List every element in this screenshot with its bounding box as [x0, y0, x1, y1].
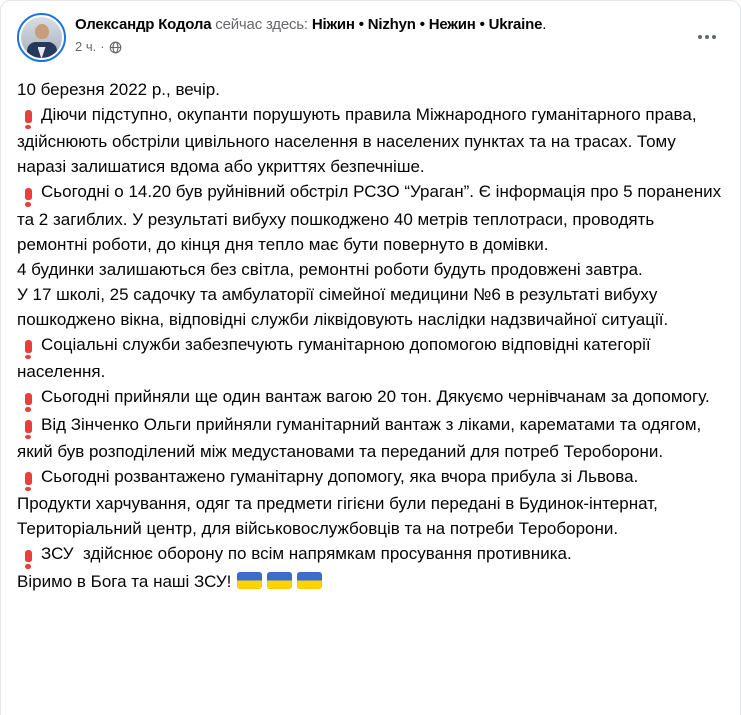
- exclamation-icon: [23, 188, 33, 207]
- paragraph-text: Сьогодні прийняли ще один вантаж вагою 20 тон. Дякуємо чернівчанам за допомогу.: [41, 387, 710, 407]
- paragraph-text: 4 будинки залишаються без світла, ремонтні роботи будуть продовжені завтра.: [17, 259, 643, 279]
- ukraine-flag-icon: [297, 572, 322, 589]
- post-paragraph: [17, 569, 724, 594]
- post-paragraph: [17, 412, 724, 464]
- location-link[interactable]: Ніжин • Nizhyn • Нежин • Ukraine: [311, 16, 543, 33]
- header-text: [75, 13, 726, 55]
- post-body: [1, 62, 740, 594]
- post-paragraph: [17, 384, 724, 411]
- paragraph-text: Соціальні служби забезпечують гуманітарною допомогою відповідні категорії населення.: [17, 334, 656, 382]
- avatar[interactable]: [17, 13, 66, 62]
- post-meta-line: [75, 39, 726, 55]
- paragraph-text: Сьогодні розвантажено гуманітарну допомогу, яка вчора прибула зі Львова.: [41, 466, 639, 486]
- meta-separator: ·: [100, 39, 105, 54]
- paragraph-text: У 17 школі, 25 садочку та амбулаторії сімейної медицини №6 в результаті вибуху пошкоджено вікна, відповідні служби ліквідовують наслідки надзвичайної ситуації.: [17, 284, 669, 329]
- checkin-connector: сейчас здесь:: [211, 16, 312, 33]
- post-paragraph: [17, 282, 724, 332]
- post-paragraph: [17, 102, 724, 179]
- post-paragraph: [17, 541, 724, 568]
- exclamation-icon: [23, 110, 33, 129]
- paragraph-text: Діючи підступно, окупанти порушують правила Міжнародного гуманітарного права, здійснюють обстріли цивільного населення в населених пунктах та на трасах. Тому наразі залишатися вдома або укриттях безпечніше.: [17, 105, 702, 177]
- globe-icon: [109, 41, 122, 54]
- post-header: [1, 1, 740, 62]
- exclamation-icon: [23, 550, 33, 569]
- post-paragraph: [17, 77, 724, 102]
- paragraph-text: Віримо в Бога та наші ЗСУ!: [17, 571, 232, 591]
- exclamation-icon: [23, 472, 33, 491]
- post-paragraph: [17, 332, 724, 384]
- avatar-photo: [21, 17, 62, 58]
- author-name[interactable]: Олександр Кодола: [75, 16, 212, 33]
- exclamation-icon: [23, 340, 33, 359]
- exclamation-icon: [23, 420, 33, 439]
- paragraph-text: Продукти харчування, одяг та предмети гігієни були передані в Будинок-інтернат, Територіальний центр, для військовослужбовців та на потреби Тероборони.: [17, 494, 663, 539]
- paragraph-text: ЗСУ здійснює оборону по всім напрямкам просування противника.: [41, 544, 572, 564]
- paragraph-text: 10 березня 2022 р., вечір.: [17, 80, 220, 99]
- paragraph-text: Від Зінченко Ольги прийняли гуманітарний вантаж з ліками, карематами та одягом, який був розподілений між медустановами та переданий для потреб Тероборони.: [17, 414, 706, 461]
- post-paragraph: [17, 179, 724, 256]
- post-paragraph: [17, 464, 724, 491]
- post-title-line: [75, 15, 726, 35]
- post-paragraph: [17, 257, 724, 282]
- three-dots-icon: [698, 35, 702, 39]
- ukraine-flag-icon: [267, 572, 292, 589]
- post-paragraph: [17, 491, 724, 541]
- avatar-person-head: [35, 24, 49, 39]
- ukraine-flag-icon: [237, 572, 262, 589]
- more-options-button[interactable]: [694, 27, 720, 47]
- exclamation-icon: [23, 393, 33, 412]
- paragraph-text: Сьогодні о 14.20 був руйнівний обстріл РСЗО “Ураган”. Є інформація про 5 поранених та 2 загиблих. У результаті вибуху пошкоджено 40 метрів теплотраси, проводять ремонтні роботи, до кінця дня тепло має бути повернуто в домівки.: [17, 182, 726, 254]
- ukraine-flags: [237, 572, 322, 589]
- location-suffix: .: [542, 16, 547, 33]
- timestamp[interactable]: 2 ч.: [75, 39, 97, 54]
